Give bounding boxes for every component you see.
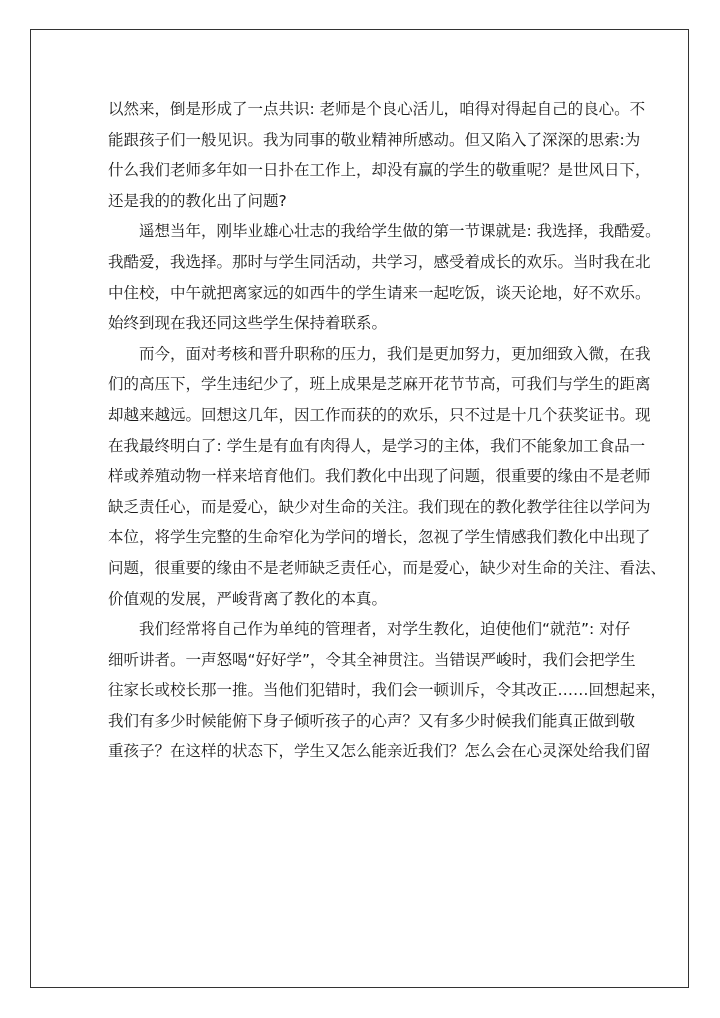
paragraph-2 — [108, 216, 661, 338]
text-line: 在我最终明白了: 学生是有血有肉得人，是学习的主体，我们不能象加工食品一 — [108, 436, 646, 455]
text-line: 我酷爱，我选择。那时与学生同活动，共学习，感受着成长的欢乐。当时我在北 — [108, 252, 651, 271]
text-line: 价值观的发展，严峻背离了教化的本真。 — [108, 589, 388, 608]
document-body — [108, 94, 667, 767]
text-line: 什么我们老师多年如一日扑在工作上，却没有赢的学生的敬重呢？是世风日下， — [108, 161, 651, 180]
text-line: 能跟孩子们一般见识。我为同事的敬业精神所感动。但又陷入了深深的思索:为 — [108, 130, 641, 149]
text-line: 我们经常将自己作为单纯的管理者，对学生教化，迫使他们“就范”: 对仔 — [139, 620, 631, 639]
text-line: 而今，面对考核和晋升职称的压力，我们是更加努力，更加细致入微，在我 — [139, 344, 651, 363]
text-line: 本位，将学生完整的生命窄化为学问的增长，忽视了学生情感我们教化中出现了 — [108, 528, 651, 547]
text-line: 以然来，倒是形成了一点共识: 老师是个良心活儿，咱得对得起自己的良心。不 — [108, 100, 646, 118]
text-line: 还是我的的教化出了问题? — [108, 191, 287, 210]
text-line: 缺乏责任心，而是爱心，缺少对生命的关注。我们现在的教化教学往往以学问为 — [108, 497, 651, 516]
paragraph-4 — [108, 614, 667, 767]
text-line: 重孩子？在这样的状态下，学生又怎么能亲近我们？怎么会在心灵深处给我们留 — [108, 742, 651, 761]
text-line: 细听讲者。一声怒喝“好好学”，令其全神贯注。当错误严峻时，我们会把学生 — [108, 650, 636, 669]
paragraph-3 — [108, 339, 667, 614]
text-line: 中住校，中午就把离家远的如西牛的学生请来一起吃饭，谈天论地，好不欢乐。 — [108, 283, 651, 302]
text-line: 遥想当年，刚毕业雄心壮志的我给学生做的第一节课就是: 我选择，我酷爱。 — [139, 222, 661, 241]
text-line: 始终到现在我还同这些学生保持着联系。 — [108, 314, 388, 333]
text-line: 样或养殖动物一样来培育他们。我们教化中出现了问题，很重要的缘由不是老师 — [108, 467, 651, 486]
text-line: 问题，很重要的缘由不是老师缺乏责任心，而是爱心，缺少对生命的关注、看法、 — [108, 558, 667, 577]
text-line: 却越来越远。回想这几年，因工作而获的的欢乐，只不过是十几个获奖证书。现 — [108, 405, 651, 424]
text-line: 们的高压下，学生违纪少了，班上成果是芝麻开花节节高，可我们与学生的距离 — [108, 375, 651, 394]
text-line: 我们有多少时候能俯下身子倾听孩子的心声？又有多少时候我们能真正做到敬 — [108, 711, 636, 730]
paragraph-1 — [108, 94, 651, 216]
text-line: 往家长或校长那一推。当他们犯错时，我们会一顿训斥，令其改正……回想起来， — [108, 681, 667, 700]
